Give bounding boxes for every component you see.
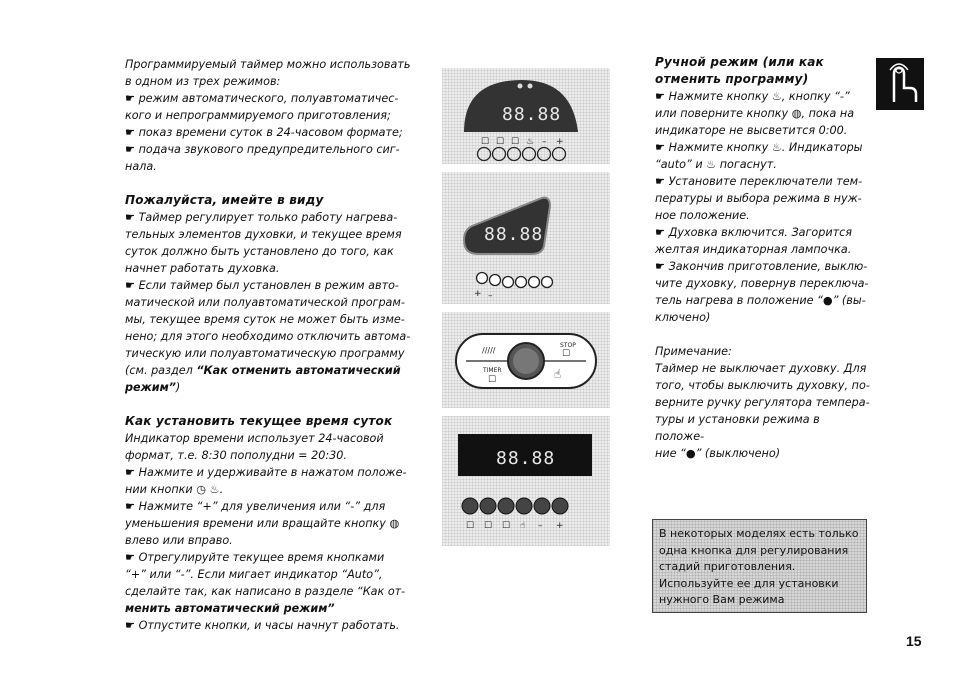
note-line: тическую или полуавтоматическую программу [125,347,405,360]
note-line: тельных элементов духовки, и текущее время [125,228,402,241]
adjust-line: ☛ Отрегулируйте текущее время кнопками [125,551,385,564]
plus-line: влево или вправо. [125,534,233,547]
remark-line: ние “●” (выключено) [655,447,781,460]
manual-line: пературы и выбора режима в нуж- [655,192,862,205]
adjust-line: “+” или “-”. Если мигает индикатор “Auto”, [125,568,383,581]
control-panel-1 [442,68,610,164]
svg-text:☐: ☐ [511,137,520,147]
note-line: мы, текущее время суток не может быть изме- [125,313,405,326]
manual-line: ключено) [655,311,711,324]
note-box-line: одна кнопка для регулирования [659,543,849,557]
right-column [655,54,870,462]
note-line: матической или полуавтоматической програм- [125,296,405,309]
manual-line: желтая индикаторная лампочка. [655,243,852,256]
adjust-line: сделайте так, как написано в разделе “Как от- [125,585,406,598]
svg-text:☝: ☝ [520,521,526,531]
time-line: Индикатор времени использует 24-часовой [125,432,384,445]
note-box-line: В некоторых моделях есть только [659,527,859,540]
page-number: 15 [906,633,922,649]
p3-timer-label: TIMER [483,367,502,374]
remark-line: того, чтобы выключить духовку, по- [655,379,870,392]
svg-text:☐: ☐ [496,137,505,147]
intro-line: кого и непрограммируемого приготовления; [125,109,391,122]
svg-text:☝: ☝ [554,367,562,381]
release-line: ☛ Отпустите кнопки, и часы начнут работать. [125,619,400,632]
intro-line: ☛ подача звукового предупредительного сиг- [125,143,400,156]
time-heading: Как установить текущее время суток [125,414,393,428]
remark-title: Примечание: [655,345,732,358]
note-line: нено; для этого необходимо отключить автома- [125,330,411,343]
control-panel-2 [442,172,610,304]
note-line: суток должно быть установлено до того, как [125,245,394,258]
intro-line: в одном из трех режимов: [125,75,281,88]
note-line: начнет работать духовка. [125,262,280,275]
manual-line: ☛ Нажмите кнопку ♨, кнопку “-” [655,90,850,103]
note-box-line: нужного Вам режима [659,593,785,606]
svg-text:☐: ☐ [481,137,490,147]
manual-line: индикаторе не высветится 0:00. [655,124,848,137]
svg-text:☐: ☐ [466,521,475,531]
manual-line: ☛ Духовка включится. Загорится [655,226,853,239]
model-note-box [652,519,867,613]
intro-line: ☛ режим автоматического, полуавтоматичес- [125,92,399,105]
note-heading: Пожалуйста, имейте в виду [125,193,324,207]
p2-label-plus: + [474,289,482,299]
left-column [125,56,415,634]
svg-text:☐: ☐ [502,521,511,531]
remark-line: верните ручку регулятора темпера- [655,396,870,409]
svg-text:☐: ☐ [488,375,497,385]
p3-stop-label: STOP [560,342,576,349]
remark-line: туры и установки режима в положе- [655,413,820,443]
p2-label-minus: – [488,291,493,301]
intro-line: ☛ показ времени суток в 24-часовом формате; [125,126,403,139]
intro-line: Программируемый таймер можно использовать [125,58,411,71]
manual-line: “auto” и ♨ погаснут. [655,158,777,171]
note-line: ☛ Таймер регулирует только работу нагрева- [125,211,398,224]
p2-display: 88.88 [484,224,544,245]
see-suffix: ) [175,381,181,394]
svg-text://///: ///// [482,346,496,355]
see-reference-line-2 [125,379,415,396]
p4-label-plus: + [556,521,564,531]
control-panel-3 [442,312,610,408]
plus-line: уменьшения времени или вращайте кнопку ◍ [125,517,400,530]
see-reference-line [125,362,415,379]
manual-heading: Ручной режим (или как [655,55,824,69]
manual-line: ☛ Установите переключатели тем- [655,175,863,188]
p1-label-plus: + [556,137,564,147]
manual-line: чите духовку, повернув переключа- [655,277,869,290]
manual-line: ☛ Нажмите кнопку ♨. Индикаторы [655,141,863,154]
note-line: ☛ Если таймер был установлен в режим авто- [125,279,399,292]
manual-line: ное положение. [655,209,750,222]
note-box-line: Используйте ее для установки [659,576,839,590]
p1-label-minus: – [542,137,547,147]
control-panel-4 [442,416,610,546]
p1-label-oven: ♨ [526,137,535,147]
time-line: нии кнопки ◷ ♨. [125,483,224,496]
remark-line: Таймер не выключает духовку. Для [655,362,867,375]
hand-pointer-icon [876,58,924,110]
manual-heading: отменить программу) [655,72,809,86]
intro-line: нала. [125,160,157,173]
svg-text:☐: ☐ [484,521,493,531]
svg-text:☐: ☐ [562,349,571,359]
manual-line: тель нагрева в положение “●” (вы- [655,294,866,307]
manual-line: или поверните кнопку ◍, пока на [655,107,855,120]
adjust-line: менить автоматический режим” [125,602,335,615]
plus-line: ☛ Нажмите “+” для увеличения или “-” для [125,500,386,513]
manual-line: ☛ Закончив приготовление, выклю- [655,260,868,273]
time-line: формат, т.е. 8:30 пополудни = 20:30. [125,449,347,462]
note-box-line: стадий приготовления. [659,560,796,573]
p4-display: 88.88 [496,448,556,469]
see-ref-1: “Как отменить автоматический [196,364,401,377]
p4-label-minus: – [538,521,543,531]
see-prefix: (см. раздел [125,364,197,377]
see-ref-2: режим” [125,381,176,394]
time-line: ☛ Нажмите и удерживайте в нажатом положе- [125,466,407,479]
p1-display: 88.88 [502,104,562,125]
